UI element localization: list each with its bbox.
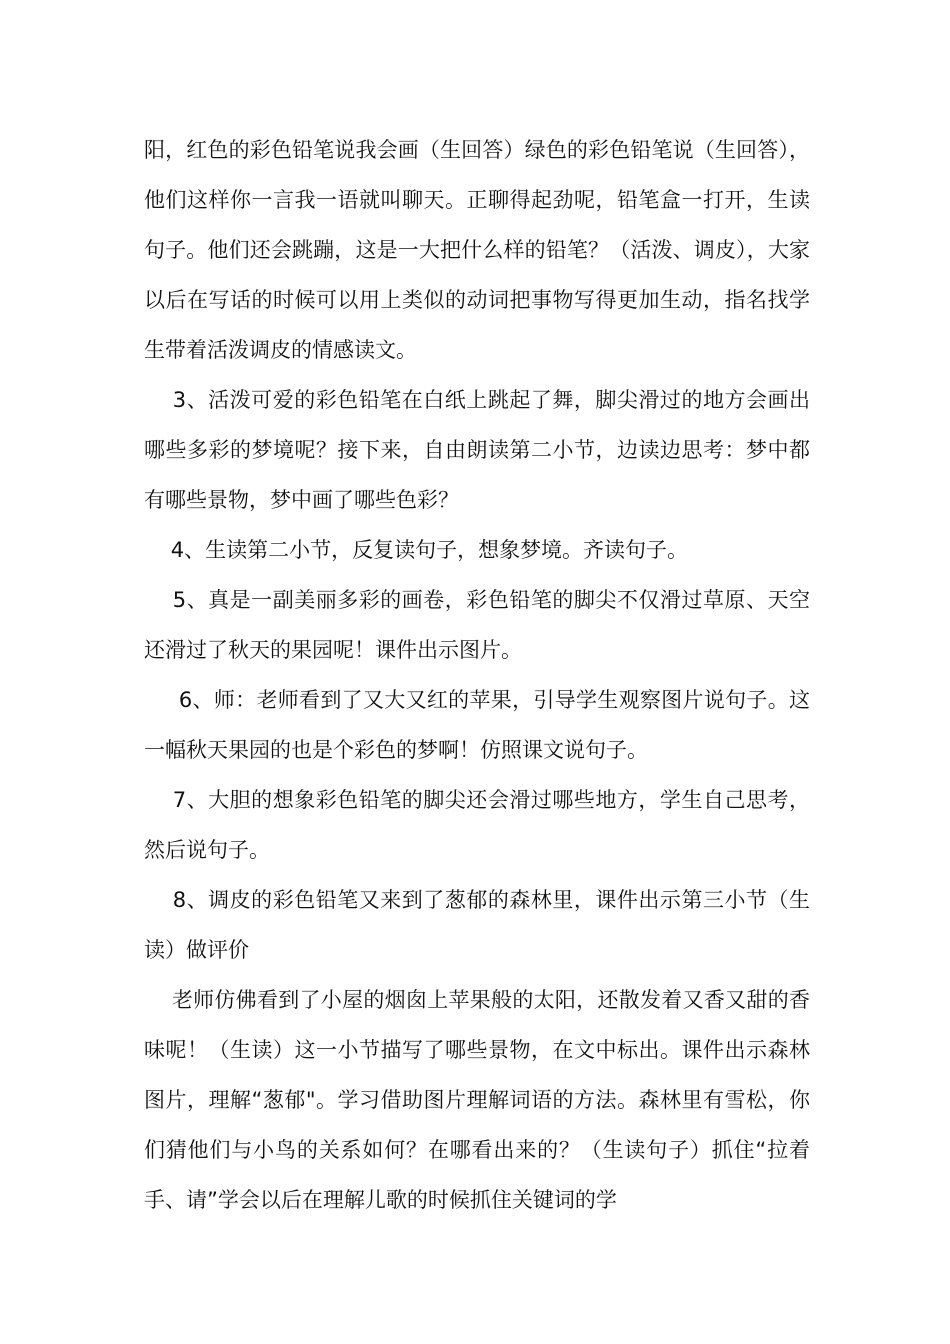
paragraph: 阳，红色的彩色铅笔说我会画（生回答）绿色的彩色铅笔说（生回答），他们这样你一言我一语就叫聊天。正聊得起劲呢，铅笔盒一打开，生读句子。他们还会跳蹦，这是一大把什么样的铅笔？（活泼、调皮），大家以后在写话的时候可以用上类似的动词把事物写得更加生动，指名找学生带着活泼调皮的情感读文。 <box>144 138 810 362</box>
paragraph: 6、师：老师看到了又大又红的苹果，引导学生观察图片说句子。这一幅秋天果园的也是个彩色的梦啊！仿照课文说句子。 <box>144 688 810 762</box>
paragraph: 5、真是一副美丽多彩的画卷，彩色铅笔的脚尖不仅滑过草原、天空还滑过了秋天的果园呢！课件出示图片。 <box>144 588 811 662</box>
paragraph: 4、生读第二小节，反复读句子，想象梦境。齐读句子。 <box>144 538 689 562</box>
paragraph: 3、活泼可爱的彩色铅笔在白纸上跳起了舞，脚尖滑过的地方会画出哪些多彩的梦境呢？接下来，自由朗读第二小节，边读边思考：梦中都有哪些景物，梦中画了哪些色彩？ <box>144 388 811 512</box>
document-body <box>144 125 810 1225</box>
paragraph: 老师仿佛看到了小屋的烟囱上苹果般的太阳，还散发着又香又甜的香味呢！（生读）这一小节描写了哪些景物，在文中标出。课件出示森林图片，理解“葱郁"。学习借助图片理解词语的方法。森林里有雪松，你们猜他们与小鸟的关系如何？在哪看出来的？（生读句子）抓住“拉着手、请”学会以后在理解儿歌的时候抓住关键词的学 <box>144 988 810 1212</box>
paragraph: 8、调皮的彩色铅笔又来到了葱郁的森林里，课件出示第三小节（生读）做评价 <box>144 888 811 962</box>
paragraph: 7、大胆的想象彩色铅笔的脚尖还会滑过哪些地方，学生自己思考，然后说句子。 <box>144 788 811 862</box>
